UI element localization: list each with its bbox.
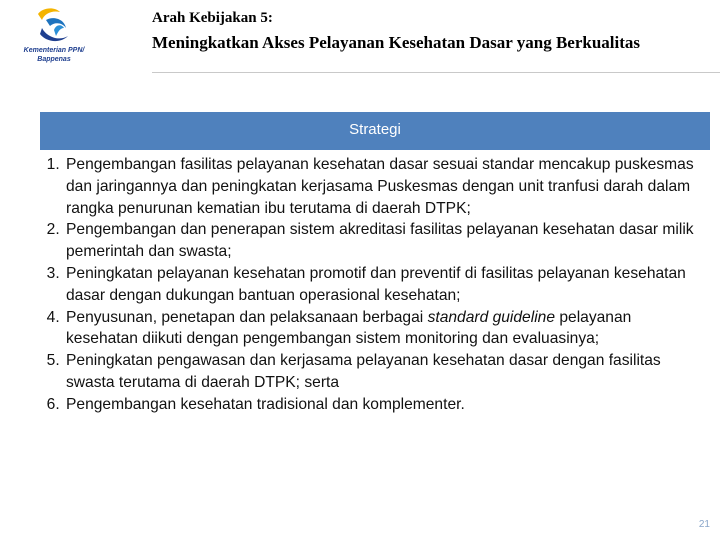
logo-text — [18, 46, 90, 64]
bappenas-logo — [18, 6, 90, 68]
list-item — [64, 219, 706, 263]
logo-line-2: Bappenas — [37, 56, 71, 63]
title-divider — [152, 72, 720, 73]
page-title: Meningkatkan Akses Pelayanan Kesehatan Dasar yang Berkualitas — [152, 33, 641, 52]
strategy-text: Pengembangan kesehatan tradisional dan komplementer. — [66, 395, 465, 413]
list-item — [64, 350, 706, 394]
strategy-list — [18, 154, 706, 416]
title-block — [152, 8, 712, 54]
bappenas-emblem-icon — [32, 6, 76, 46]
strategy-text: Peningkatan pengawasan dan kerjasama pelayanan kesehatan dasar dengan fasilitas swasta terutama di daerah DTPK; serta — [66, 352, 661, 391]
list-item — [64, 394, 706, 416]
logo-line-1: Kementerian PPN/ — [23, 47, 85, 54]
strategy-text-after: pelayanan kesehatan diikuti dengan pengembangan sistem monitoring dan evaluasinya; — [66, 308, 632, 348]
strategy-text-before: Penyusunan, penetapan dan pelaksanaan berbagai — [66, 308, 428, 326]
strategy-text: Peningkatan pelayanan kesehatan promotif dan preventif di fasilitas pelayanan kesehatan dasar dengan dukungan bantuan operasional kesehatan; — [66, 264, 686, 304]
strategy-text: Pengembangan dan penerapan sistem akreditasi fasilitas pelayanan kesehatan dasar milik pemerintah dan swasta; — [66, 221, 694, 261]
policy-subtitle: Arah Kebijakan 5: — [152, 10, 273, 26]
strategy-text-italic: standard guideline — [427, 308, 556, 326]
list-item — [64, 263, 706, 307]
page-number: 21 — [698, 519, 710, 530]
strategy-header — [40, 112, 710, 150]
list-item — [64, 154, 706, 219]
strategy-heading: Strategi — [349, 121, 401, 138]
list-item — [64, 307, 706, 351]
strategy-text: Pengembangan fasilitas pelayanan kesehatan dasar sesuai standar mencakup puskesmas dan jaringannya dan peningkatan kerjasama Puskesmas dengan unit tranfusi darah dalam rangka penurunan kematian ibu terutama di daerah DTPK; — [66, 156, 694, 217]
